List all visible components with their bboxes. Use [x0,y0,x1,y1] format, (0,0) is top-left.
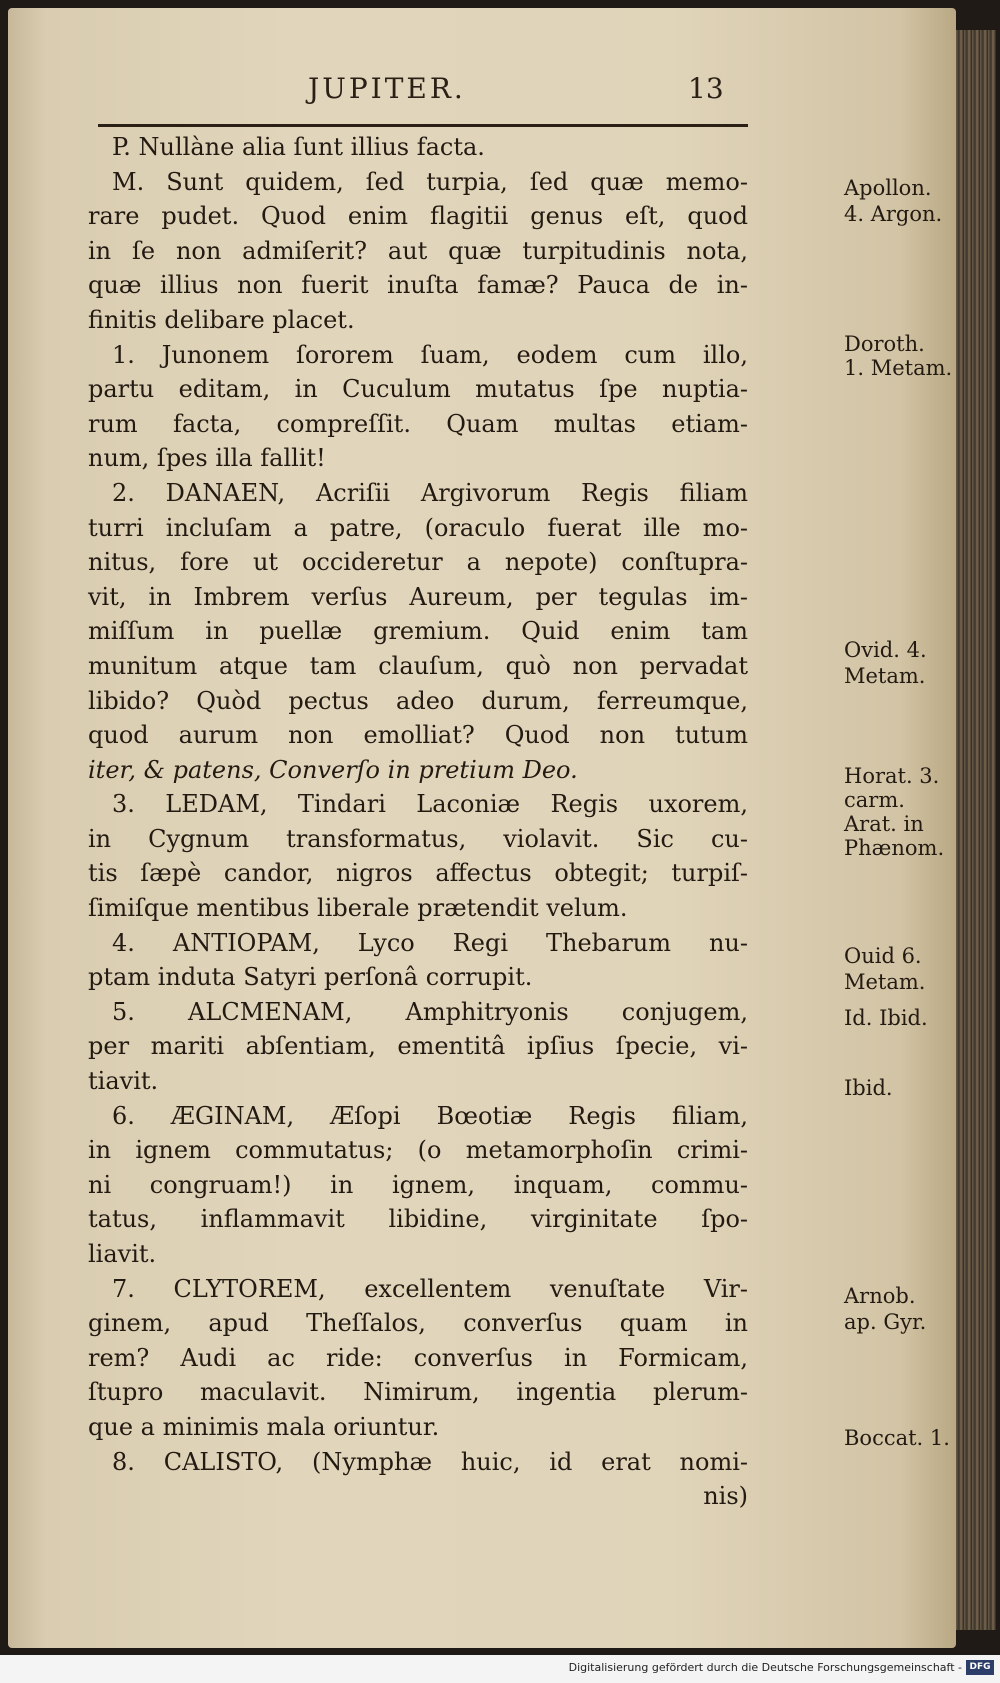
text-line: ptam induta Satyri perſonâ corrupit. [88,963,533,992]
margin-note: Id. Ibid. [844,1006,928,1030]
text-line: vit, in Imbrem verſus Aureum, per tegulas im- [88,582,748,611]
text-line: iter, & patens, Converſo in pretium Deo. [88,755,578,784]
text-line: 8. CALISTO, (Nymphæ huic, id erat nomi- [112,1447,748,1476]
margin-note: Ouid 6. [844,944,922,968]
text-line: in ſe non admiſerit? aut quæ turpitudinis nota, [88,236,748,265]
text-line: miſſum in puellæ gremium. Quid enim tam [88,617,748,646]
text-line: rum facta, compreſſit. Quam multas etiam- [88,409,748,438]
margin-note: Ibid. [844,1076,893,1100]
margin-note: Doroth. [844,332,925,356]
text-line: quæ illius non fuerit inuſta famæ? Pauca de in- [88,271,748,300]
page-header [98,72,758,112]
text-line: num, ſpes illa fallit! [88,444,326,473]
text-line: 4. ANTIOPAM, Lyco Regi Thebarum nu- [112,928,748,957]
text-line: ni congruam!) in ignem, inquam, commu- [88,1170,748,1199]
text-line: partu editam, in Cuculum mutatus ſpe nuptia- [88,375,748,404]
text-line: turri incluſam a patre, (oraculo fuerat ille mo- [88,513,748,542]
margin-note: Metam. [844,970,926,994]
footer-credit: Digitalisierung gefördert durch die Deutsche Forschungsgemeinschaft - [568,1661,962,1674]
text-line: ſtupro maculavit. Nimirum, ingentia plerum- [88,1378,748,1407]
margin-note: carm. [844,788,905,812]
dfg-logo-icon: DFG [966,1660,994,1675]
text-line: tis ſæpè candor, nigros affectus obtegit; turpiſ- [88,859,748,888]
text-line: in ignem commutatus; (o metamorphoſin crimi- [88,1136,748,1165]
footer-bar [0,1655,1000,1683]
text-line: M. Sunt quidem, ſed turpia, ſed quæ memo- [112,167,748,196]
text-line: nis) [703,1482,748,1511]
margin-note: Phænom. [844,836,945,860]
text-line: nitus, fore ut occideretur a nepote) conſtupra- [88,548,748,577]
page-number: 13 [688,72,724,105]
text-line: P. Nullàne alia ſunt illius facta. [112,133,485,161]
book-page-edges [956,30,996,1630]
text-line: rare pudet. Quod enim flagitii genus eſt, quod [88,202,748,231]
text-line: 5. ALCMENAM, Amphitryonis conjugem, [112,997,748,1026]
text-line: 6. ÆGINAM, Æſopi Bœotiæ Regis filiam, [112,1101,748,1130]
text-line: per mariti abſentiam, ementitâ ipſius ſpecie, vi- [88,1032,748,1061]
margin-note: 4. Argon. [844,202,943,226]
text-line: finitis delibare placet. [88,305,355,334]
text-line: rem? Audi ac ride: converſus in Formicam, [88,1343,748,1372]
margin-note: Metam. [844,664,926,688]
text-line: tatus, inflammavit libidine, virginitate ſpo- [88,1205,748,1234]
body-text [88,130,953,1514]
margin-note: Ovid. 4. [844,638,927,662]
header-rule [98,124,748,127]
text-line: ginem, apud Theſſalos, converſus quam in [88,1309,748,1338]
text-line: 1. Junonem ſororem ſuam, eodem cum illo, [112,340,748,369]
margin-note: Apollon. [844,176,932,200]
book-page [8,8,956,1648]
margin-note: Arat. in [844,812,924,836]
text-line: libido? Quòd pectus adeo durum, ferreumque, [88,686,748,715]
margin-note: Arnob. [844,1284,916,1308]
text-line: in Cygnum transformatus, violavit. Sic cu- [88,824,748,853]
text-line: 3. LEDAM, Tindari Laconiæ Regis uxorem, [112,790,748,819]
margin-note: ap. Gyr. [844,1310,927,1334]
margin-note: Horat. 3. [844,764,940,788]
text-line: 2. DANAEN, Acriſii Argivorum Regis filiam [112,478,748,507]
text-line: ſimiſque mentibus liberale prætendit velum. [88,894,628,923]
text-line: liavit. [88,1240,157,1268]
text-line: quod aurum non emolliat? Quod non tutum [88,721,748,750]
margin-note: 1. Metam. [844,356,953,380]
running-title: JUPITER. [308,72,466,105]
text-line: tiavit. [88,1067,159,1096]
text-line: que a minimis mala oriuntur. [88,1412,440,1441]
text-line: munitum atque tam clauſum, quò non pervadat [88,651,748,680]
margin-note: Boccat. 1. [844,1426,950,1450]
text-line: 7. CLYTOREM, excellentem venuſtate Vir- [112,1274,748,1303]
